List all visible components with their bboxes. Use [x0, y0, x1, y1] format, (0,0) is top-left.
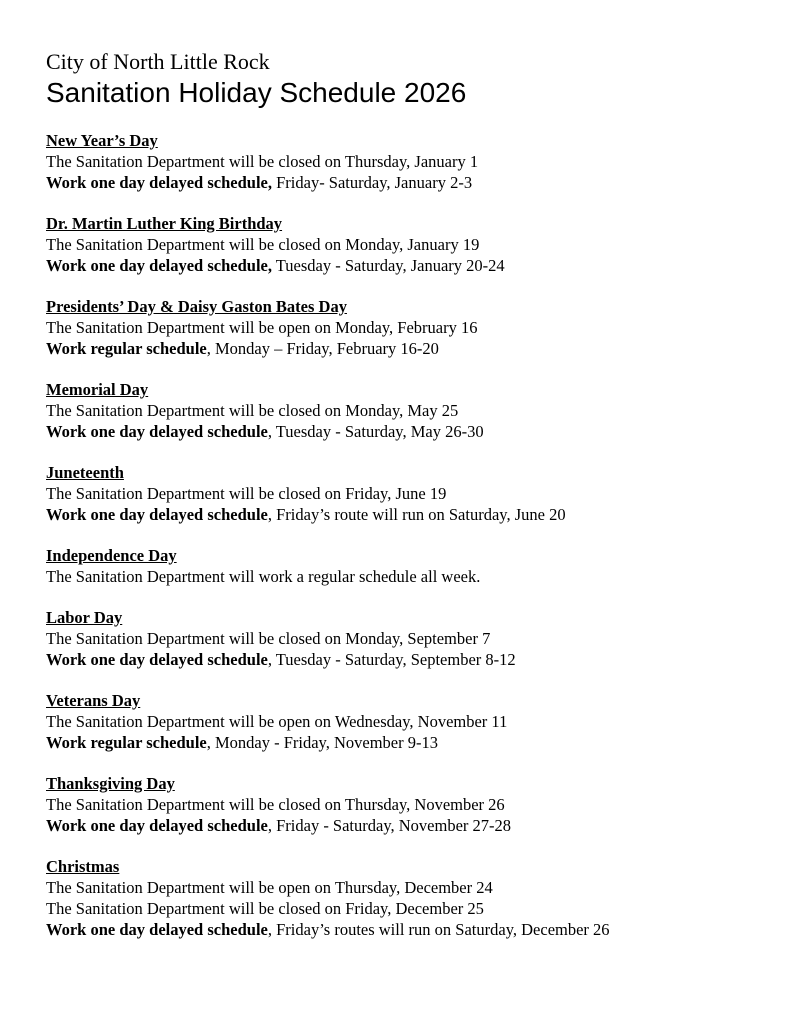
schedule-text: , Friday’s routes will run on Saturday, December 26	[267, 920, 610, 939]
schedule-type: Work regular schedule	[46, 733, 207, 752]
schedule-text: , Tuesday - Saturday, May 26-30	[267, 422, 484, 441]
schedule-text: The Sanitation Department will be closed on Monday, September 7	[46, 629, 491, 648]
schedule-text: The Sanitation Department will be closed on Thursday, November 26	[46, 795, 505, 814]
schedule-line	[46, 172, 766, 193]
schedule-type: Work one day delayed schedule,	[46, 173, 272, 192]
schedule-type: Work one day delayed schedule	[46, 422, 268, 441]
holiday-list	[46, 130, 766, 940]
holiday-block	[46, 296, 766, 359]
schedule-line	[46, 732, 766, 753]
schedule-line	[46, 255, 766, 276]
holiday-name: Labor Day	[46, 608, 123, 627]
schedule-text: The Sanitation Department will be open on Monday, February 16	[46, 318, 478, 337]
schedule-text: , Tuesday - Saturday, September 8-12	[267, 650, 516, 669]
schedule-text: , Monday - Friday, November 9-13	[206, 733, 438, 752]
schedule-text: The Sanitation Department will be closed on Monday, January 19	[46, 235, 480, 254]
schedule-text: Friday- Saturday, January 2-3	[271, 173, 473, 192]
holiday-name: Presidents’ Day & Daisy Gaston Bates Day	[46, 297, 347, 316]
schedule-line	[46, 711, 766, 732]
holiday-block	[46, 607, 766, 670]
holiday-name: Thanksgiving Day	[46, 774, 175, 793]
schedule-type: Work one day delayed schedule	[46, 650, 268, 669]
schedule-line	[46, 877, 766, 898]
holiday-block	[46, 773, 766, 836]
schedule-line	[46, 504, 766, 525]
schedule-line	[46, 234, 766, 255]
schedule-line	[46, 317, 766, 338]
schedule-text: , Monday – Friday, February 16-20	[206, 339, 439, 358]
schedule-line	[46, 151, 766, 172]
holiday-block	[46, 213, 766, 276]
holiday-name: Christmas	[46, 857, 120, 876]
schedule-type: Work one day delayed schedule	[46, 816, 268, 835]
schedule-line	[46, 815, 766, 836]
schedule-line	[46, 794, 766, 815]
schedule-text: The Sanitation Department will be closed on Monday, May 25	[46, 401, 459, 420]
schedule-type: Work one day delayed schedule	[46, 920, 268, 939]
schedule-text: The Sanitation Department will be open on Wednesday, November 11	[46, 712, 508, 731]
schedule-text: The Sanitation Department will be open on Thursday, December 24	[46, 878, 493, 897]
holiday-block	[46, 130, 766, 193]
schedule-line	[46, 421, 766, 442]
schedule-line	[46, 400, 766, 421]
holiday-block	[46, 545, 766, 587]
holiday-name: Veterans Day	[46, 691, 141, 710]
holiday-name: Memorial Day	[46, 380, 149, 399]
schedule-type: Work one day delayed schedule	[46, 505, 268, 524]
holiday-name: Dr. Martin Luther King Birthday	[46, 214, 283, 233]
schedule-text: The Sanitation Department will be closed on Friday, June 19	[46, 484, 447, 503]
holiday-block	[46, 379, 766, 442]
schedule-line	[46, 566, 766, 587]
schedule-text: , Friday - Saturday, November 27-28	[267, 816, 512, 835]
schedule-line	[46, 483, 766, 504]
schedule-line	[46, 919, 766, 940]
schedule-type: Work one day delayed schedule,	[46, 256, 272, 275]
page-title: Sanitation Holiday Schedule 2026	[46, 77, 467, 108]
document-page	[46, 48, 766, 960]
schedule-text: , Friday’s route will run on Saturday, June 20	[267, 505, 566, 524]
schedule-line	[46, 649, 766, 670]
holiday-name: Juneteenth	[46, 463, 124, 482]
holiday-name: New Year’s Day	[46, 131, 158, 150]
holiday-name: Independence Day	[46, 546, 177, 565]
schedule-line	[46, 628, 766, 649]
schedule-type: Work regular schedule	[46, 339, 207, 358]
organization-name: City of North Little Rock	[46, 49, 270, 74]
schedule-line	[46, 338, 766, 359]
holiday-block	[46, 462, 766, 525]
schedule-text: Tuesday - Saturday, January 20-24	[271, 256, 505, 275]
schedule-text: The Sanitation Department will be closed on Friday, December 25	[46, 899, 484, 918]
schedule-text: The Sanitation Department will be closed on Thursday, January 1	[46, 152, 479, 171]
schedule-text: The Sanitation Department will work a regular schedule all week.	[46, 567, 481, 586]
holiday-block	[46, 690, 766, 753]
holiday-block	[46, 856, 766, 940]
schedule-line	[46, 898, 766, 919]
